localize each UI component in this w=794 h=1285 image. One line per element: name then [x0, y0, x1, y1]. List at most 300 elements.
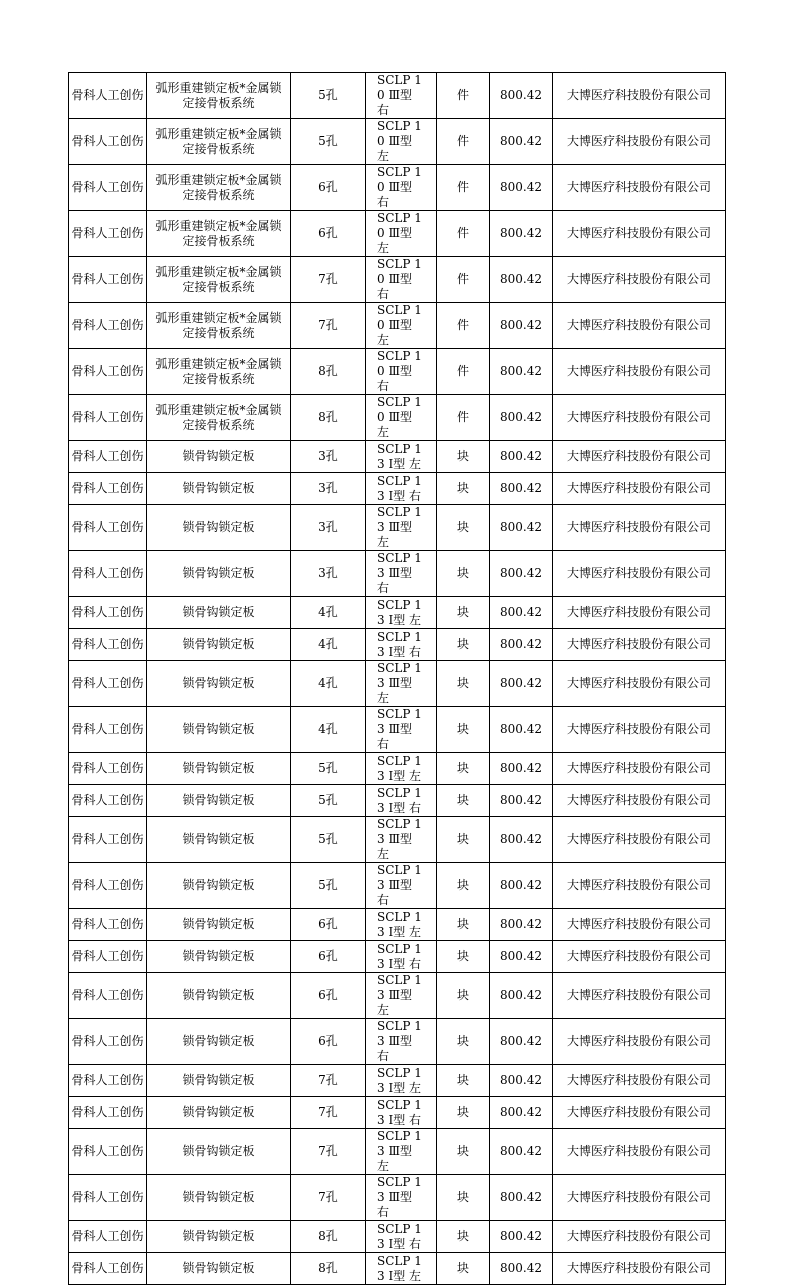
unit-text: 块: [456, 676, 469, 690]
price-cell: [490, 863, 553, 909]
company-text: 大博医疗科技股份有限公司: [566, 878, 711, 892]
price-text: 800.42: [500, 1190, 542, 1204]
unit-cell: [437, 73, 490, 119]
price-cell: [490, 753, 553, 785]
company-text: 大博医疗科技股份有限公司: [566, 1034, 711, 1048]
model-cell: [366, 1175, 437, 1221]
model-text: SCLP 13 Ⅲ型 右: [377, 707, 422, 751]
product-name-text: 锁骨钩锁定板: [182, 949, 255, 963]
category-cell: [69, 863, 147, 909]
company-text: 大博医疗科技股份有限公司: [566, 793, 711, 807]
model-cell: [366, 785, 437, 817]
unit-text: 块: [456, 832, 469, 846]
model-cell: [366, 211, 437, 257]
category-cell: [69, 661, 147, 707]
model-text: SCLP 13 Ⅰ型 右: [377, 1221, 422, 1251]
product-name-text: 弧形重建锁定板*金属锁定接骨板系统: [155, 264, 282, 294]
product-name-text: 锁骨钩锁定板: [182, 1073, 255, 1087]
company-text: 大博医疗科技股份有限公司: [566, 949, 711, 963]
spec-cell: [291, 303, 366, 349]
category-text: 骨科人工创伤: [71, 605, 144, 619]
spec-cell: [291, 551, 366, 597]
table-row: [69, 303, 726, 349]
company-text: 大博医疗科技股份有限公司: [566, 1190, 711, 1204]
product-name-text: 锁骨钩锁定板: [182, 1229, 255, 1243]
category-text: 骨科人工创伤: [71, 793, 144, 807]
unit-cell: [437, 941, 490, 973]
category-text: 骨科人工创伤: [71, 318, 144, 332]
model-cell: [366, 1221, 437, 1253]
company-cell: [553, 753, 726, 785]
model-text: SCLP 13 Ⅲ型 右: [377, 1019, 422, 1063]
unit-text: 块: [456, 481, 469, 495]
category-cell: [69, 505, 147, 551]
company-cell: [553, 211, 726, 257]
price-text: 800.42: [500, 878, 542, 892]
company-cell: [553, 817, 726, 863]
table-body: [69, 73, 726, 1285]
category-text: 骨科人工创伤: [71, 1190, 144, 1204]
product-name-cell: [147, 1097, 291, 1129]
price-text: 800.42: [500, 988, 542, 1002]
unit-text: 件: [456, 134, 469, 148]
price-cell: [490, 349, 553, 395]
category-text: 骨科人工创伤: [71, 180, 144, 194]
table-row: [69, 1065, 726, 1097]
spec-cell: [291, 629, 366, 661]
unit-cell: [437, 629, 490, 661]
table-row: [69, 165, 726, 211]
company-cell: [553, 785, 726, 817]
company-text: 大博医疗科技股份有限公司: [566, 988, 711, 1002]
company-cell: [553, 1221, 726, 1253]
table-row: [69, 817, 726, 863]
model-cell: [366, 707, 437, 753]
price-cell: [490, 1221, 553, 1253]
spec-cell: [291, 785, 366, 817]
company-cell: [553, 551, 726, 597]
model-cell: [366, 505, 437, 551]
product-name-text: 锁骨钩锁定板: [182, 988, 255, 1002]
spec-text: 3孔: [318, 520, 338, 534]
price-cell: [490, 817, 553, 863]
company-text: 大博医疗科技股份有限公司: [566, 410, 711, 424]
company-text: 大博医疗科技股份有限公司: [566, 1144, 711, 1158]
category-text: 骨科人工创伤: [71, 481, 144, 495]
unit-text: 块: [456, 637, 469, 651]
spec-text: 4孔: [318, 637, 338, 651]
unit-cell: [437, 349, 490, 395]
unit-cell: [437, 661, 490, 707]
model-text: SCLP 10 Ⅲ型 右: [377, 73, 422, 117]
product-name-text: 锁骨钩锁定板: [182, 761, 255, 775]
price-text: 800.42: [500, 722, 542, 736]
spec-cell: [291, 349, 366, 395]
model-text: SCLP 13 Ⅲ型 右: [377, 863, 422, 907]
spec-cell: [291, 1221, 366, 1253]
product-name-cell: [147, 753, 291, 785]
table-row: [69, 257, 726, 303]
category-cell: [69, 211, 147, 257]
unit-cell: [437, 551, 490, 597]
unit-text: 块: [456, 988, 469, 1002]
unit-text: 块: [456, 1261, 469, 1275]
company-cell: [553, 1065, 726, 1097]
spec-cell: [291, 473, 366, 505]
model-cell: [366, 661, 437, 707]
company-cell: [553, 707, 726, 753]
table-row: [69, 1253, 726, 1285]
model-text: SCLP 13 Ⅰ型 右: [377, 473, 422, 503]
product-name-text: 锁骨钩锁定板: [182, 917, 255, 931]
model-text: SCLP 13 Ⅰ型 右: [377, 1097, 422, 1127]
model-cell: [366, 629, 437, 661]
model-text: SCLP 10 Ⅲ型 左: [377, 119, 422, 163]
price-cell: [490, 1253, 553, 1285]
spec-cell: [291, 1253, 366, 1285]
spec-cell: [291, 661, 366, 707]
price-cell: [490, 941, 553, 973]
product-name-text: 锁骨钩锁定板: [182, 878, 255, 892]
price-text: 800.42: [500, 637, 542, 651]
unit-text: 件: [456, 88, 469, 102]
product-name-text: 弧形重建锁定板*金属锁定接骨板系统: [155, 356, 282, 386]
unit-text: 块: [456, 1073, 469, 1087]
model-cell: [366, 909, 437, 941]
price-cell: [490, 165, 553, 211]
model-cell: [366, 1097, 437, 1129]
category-cell: [69, 941, 147, 973]
product-name-cell: [147, 1253, 291, 1285]
category-text: 骨科人工创伤: [71, 878, 144, 892]
product-name-cell: [147, 597, 291, 629]
product-name-text: 锁骨钩锁定板: [182, 1261, 255, 1275]
spec-cell: [291, 257, 366, 303]
price-text: 800.42: [500, 1229, 542, 1243]
company-cell: [553, 973, 726, 1019]
company-cell: [553, 349, 726, 395]
unit-cell: [437, 257, 490, 303]
unit-cell: [437, 303, 490, 349]
category-text: 骨科人工创伤: [71, 1034, 144, 1048]
company-cell: [553, 395, 726, 441]
product-name-text: 锁骨钩锁定板: [182, 481, 255, 495]
unit-cell: [437, 395, 490, 441]
model-cell: [366, 817, 437, 863]
spec-text: 3孔: [318, 566, 338, 580]
unit-text: 块: [456, 878, 469, 892]
spec-text: 7孔: [318, 1073, 338, 1087]
category-text: 骨科人工创伤: [71, 272, 144, 286]
category-text: 骨科人工创伤: [71, 761, 144, 775]
spec-cell: [291, 753, 366, 785]
product-name-text: 锁骨钩锁定板: [182, 605, 255, 619]
model-cell: [366, 303, 437, 349]
company-cell: [553, 73, 726, 119]
product-name-cell: [147, 707, 291, 753]
category-cell: [69, 1065, 147, 1097]
model-text: SCLP 13 Ⅲ型 右: [377, 1175, 422, 1219]
model-text: SCLP 13 Ⅲ型 左: [377, 817, 422, 861]
price-text: 800.42: [500, 272, 542, 286]
unit-cell: [437, 1065, 490, 1097]
company-text: 大博医疗科技股份有限公司: [566, 722, 711, 736]
category-cell: [69, 817, 147, 863]
price-cell: [490, 505, 553, 551]
unit-cell: [437, 973, 490, 1019]
model-cell: [366, 1019, 437, 1065]
table-row: [69, 551, 726, 597]
price-text: 800.42: [500, 410, 542, 424]
product-name-cell: [147, 941, 291, 973]
product-name-cell: [147, 817, 291, 863]
price-text: 800.42: [500, 1034, 542, 1048]
category-text: 骨科人工创伤: [71, 1105, 144, 1119]
company-text: 大博医疗科技股份有限公司: [566, 566, 711, 580]
product-name-cell: [147, 1019, 291, 1065]
product-name-text: 锁骨钩锁定板: [182, 637, 255, 651]
category-text: 骨科人工创伤: [71, 364, 144, 378]
model-cell: [366, 165, 437, 211]
unit-text: 件: [456, 180, 469, 194]
unit-text: 块: [456, 917, 469, 931]
spec-text: 5孔: [318, 761, 338, 775]
price-cell: [490, 473, 553, 505]
company-cell: [553, 863, 726, 909]
category-text: 骨科人工创伤: [71, 566, 144, 580]
price-cell: [490, 909, 553, 941]
model-cell: [366, 863, 437, 909]
company-cell: [553, 1019, 726, 1065]
price-text: 800.42: [500, 761, 542, 775]
category-text: 骨科人工创伤: [71, 226, 144, 240]
product-name-cell: [147, 349, 291, 395]
unit-cell: [437, 165, 490, 211]
model-text: SCLP 13 Ⅲ型 左: [377, 505, 422, 549]
category-cell: [69, 1221, 147, 1253]
product-name-cell: [147, 785, 291, 817]
price-text: 800.42: [500, 676, 542, 690]
product-name-text: 锁骨钩锁定板: [182, 793, 255, 807]
product-name-text: 锁骨钩锁定板: [182, 1144, 255, 1158]
category-text: 骨科人工创伤: [71, 410, 144, 424]
unit-text: 块: [456, 761, 469, 775]
product-name-cell: [147, 473, 291, 505]
price-cell: [490, 1175, 553, 1221]
model-cell: [366, 1065, 437, 1097]
company-cell: [553, 257, 726, 303]
product-name-text: 锁骨钩锁定板: [182, 1034, 255, 1048]
price-text: 800.42: [500, 1144, 542, 1158]
product-name-cell: [147, 303, 291, 349]
price-cell: [490, 441, 553, 473]
model-text: SCLP 13 Ⅰ型 左: [377, 441, 422, 471]
price-cell: [490, 661, 553, 707]
spec-cell: [291, 1129, 366, 1175]
spec-text: 7孔: [318, 1144, 338, 1158]
table-row: [69, 395, 726, 441]
company-text: 大博医疗科技股份有限公司: [566, 917, 711, 931]
company-text: 大博医疗科技股份有限公司: [566, 832, 711, 846]
product-name-cell: [147, 119, 291, 165]
price-text: 800.42: [500, 364, 542, 378]
product-name-text: 锁骨钩锁定板: [182, 520, 255, 534]
price-text: 800.42: [500, 1261, 542, 1275]
company-cell: [553, 909, 726, 941]
product-name-text: 锁骨钩锁定板: [182, 832, 255, 846]
price-cell: [490, 551, 553, 597]
category-cell: [69, 165, 147, 211]
spec-text: 6孔: [318, 949, 338, 963]
spec-text: 5孔: [318, 878, 338, 892]
unit-text: 件: [456, 410, 469, 424]
price-cell: [490, 257, 553, 303]
model-text: SCLP 13 Ⅰ型 左: [377, 1065, 422, 1095]
category-text: 骨科人工创伤: [71, 449, 144, 463]
table-row: [69, 441, 726, 473]
price-text: 800.42: [500, 318, 542, 332]
model-text: SCLP 13 Ⅰ型 右: [377, 785, 422, 815]
unit-cell: [437, 119, 490, 165]
unit-cell: [437, 817, 490, 863]
price-text: 800.42: [500, 449, 542, 463]
model-cell: [366, 119, 437, 165]
table-row: [69, 1221, 726, 1253]
price-cell: [490, 395, 553, 441]
unit-cell: [437, 597, 490, 629]
price-cell: [490, 1065, 553, 1097]
spec-cell: [291, 863, 366, 909]
model-text: SCLP 13 Ⅰ型 左: [377, 597, 422, 627]
category-cell: [69, 753, 147, 785]
category-cell: [69, 785, 147, 817]
unit-cell: [437, 1097, 490, 1129]
spec-text: 7孔: [318, 272, 338, 286]
category-cell: [69, 473, 147, 505]
category-cell: [69, 551, 147, 597]
category-text: 骨科人工创伤: [71, 520, 144, 534]
spec-text: 6孔: [318, 1034, 338, 1048]
price-text: 800.42: [500, 134, 542, 148]
category-cell: [69, 349, 147, 395]
unit-cell: [437, 1221, 490, 1253]
spec-cell: [291, 211, 366, 257]
product-name-text: 弧形重建锁定板*金属锁定接骨板系统: [155, 172, 282, 202]
price-text: 800.42: [500, 917, 542, 931]
model-text: SCLP 13 Ⅰ型 右: [377, 629, 422, 659]
spec-cell: [291, 1175, 366, 1221]
table-row: [69, 629, 726, 661]
product-name-text: 锁骨钩锁定板: [182, 722, 255, 736]
spec-cell: [291, 941, 366, 973]
category-cell: [69, 119, 147, 165]
company-text: 大博医疗科技股份有限公司: [566, 364, 711, 378]
category-cell: [69, 1253, 147, 1285]
unit-cell: [437, 505, 490, 551]
unit-cell: [437, 441, 490, 473]
unit-cell: [437, 473, 490, 505]
spec-text: 8孔: [318, 1261, 338, 1275]
spec-cell: [291, 165, 366, 211]
spec-cell: [291, 119, 366, 165]
company-cell: [553, 119, 726, 165]
spec-text: 4孔: [318, 676, 338, 690]
price-cell: [490, 1019, 553, 1065]
company-cell: [553, 505, 726, 551]
spec-text: 3孔: [318, 449, 338, 463]
product-name-cell: [147, 505, 291, 551]
category-text: 骨科人工创伤: [71, 1144, 144, 1158]
model-text: SCLP 13 Ⅲ型 左: [377, 1129, 422, 1173]
model-text: SCLP 10 Ⅲ型 左: [377, 303, 422, 347]
model-cell: [366, 473, 437, 505]
category-cell: [69, 73, 147, 119]
table-row: [69, 1175, 726, 1221]
category-cell: [69, 395, 147, 441]
model-text: SCLP 10 Ⅲ型 左: [377, 211, 422, 255]
spec-text: 5孔: [318, 793, 338, 807]
company-text: 大博医疗科技股份有限公司: [566, 520, 711, 534]
price-cell: [490, 73, 553, 119]
product-name-cell: [147, 551, 291, 597]
price-cell: [490, 1097, 553, 1129]
model-text: SCLP 10 Ⅲ型 右: [377, 257, 422, 301]
product-name-text: 锁骨钩锁定板: [182, 676, 255, 690]
table-row: [69, 73, 726, 119]
unit-text: 件: [456, 226, 469, 240]
model-cell: [366, 349, 437, 395]
category-text: 骨科人工创伤: [71, 988, 144, 1002]
company-text: 大博医疗科技股份有限公司: [566, 676, 711, 690]
category-cell: [69, 303, 147, 349]
model-cell: [366, 441, 437, 473]
product-name-text: 锁骨钩锁定板: [182, 566, 255, 580]
table-row: [69, 473, 726, 505]
company-text: 大博医疗科技股份有限公司: [566, 1105, 711, 1119]
company-cell: [553, 1097, 726, 1129]
unit-cell: [437, 863, 490, 909]
table-row: [69, 597, 726, 629]
category-cell: [69, 1097, 147, 1129]
company-text: 大博医疗科技股份有限公司: [566, 134, 711, 148]
product-name-cell: [147, 1175, 291, 1221]
product-name-cell: [147, 629, 291, 661]
product-name-cell: [147, 441, 291, 473]
product-name-cell: [147, 211, 291, 257]
product-name-text: 弧形重建锁定板*金属锁定接骨板系统: [155, 80, 282, 110]
spec-text: 6孔: [318, 180, 338, 194]
spec-cell: [291, 817, 366, 863]
product-name-cell: [147, 973, 291, 1019]
product-name-text: 弧形重建锁定板*金属锁定接骨板系统: [155, 310, 282, 340]
model-cell: [366, 1129, 437, 1175]
product-name-cell: [147, 73, 291, 119]
table-row: [69, 211, 726, 257]
spec-text: 5孔: [318, 832, 338, 846]
product-name-text: 锁骨钩锁定板: [182, 1190, 255, 1204]
model-cell: [366, 73, 437, 119]
category-cell: [69, 909, 147, 941]
company-text: 大博医疗科技股份有限公司: [566, 605, 711, 619]
spec-text: 4孔: [318, 605, 338, 619]
product-name-cell: [147, 257, 291, 303]
company-text: 大博医疗科技股份有限公司: [566, 226, 711, 240]
table-row: [69, 1097, 726, 1129]
product-name-cell: [147, 165, 291, 211]
spec-text: 7孔: [318, 1190, 338, 1204]
unit-text: 块: [456, 949, 469, 963]
model-cell: [366, 395, 437, 441]
